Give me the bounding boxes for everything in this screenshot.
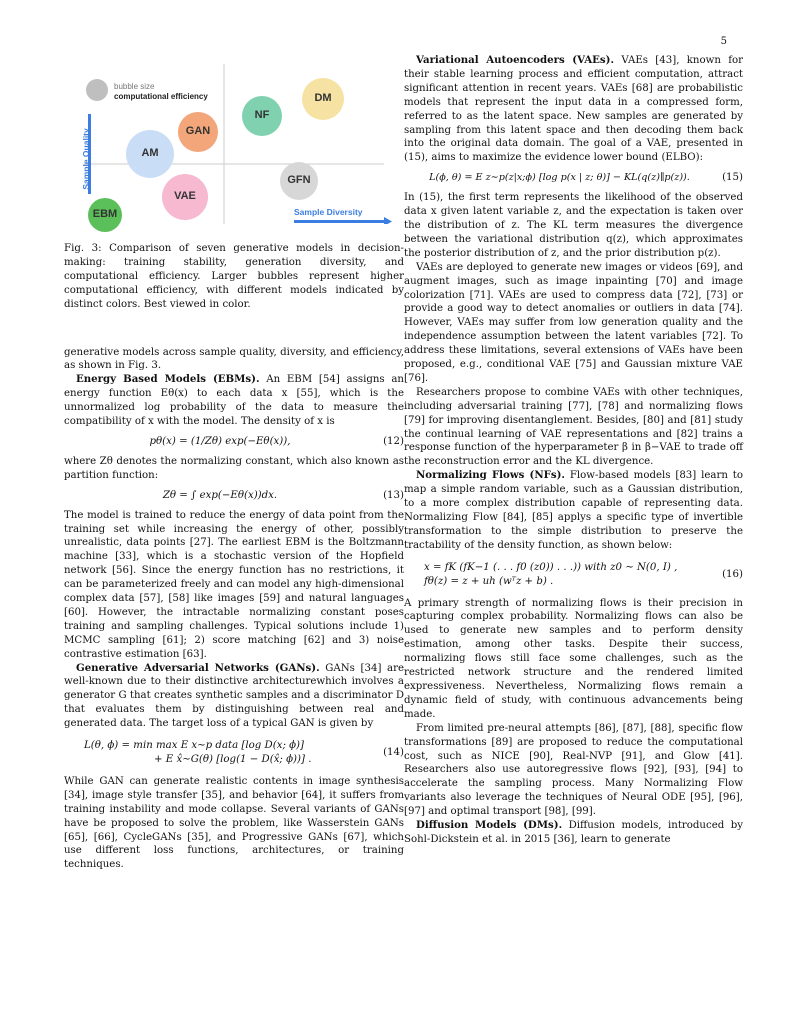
equation-number: (16)	[722, 568, 743, 580]
section-title-ebm: Energy Based Models (EBMs).	[76, 373, 260, 386]
paragraph-dm	[404, 819, 743, 847]
paragraph-gan	[64, 662, 404, 732]
section-title-dm: Diffusion Models (DMs).	[416, 819, 563, 832]
equation-number: (12)	[383, 435, 404, 447]
bubble-gan: GAN	[178, 112, 218, 152]
equation-15	[404, 171, 743, 185]
equation-line: fθ(z) = z + uh (wᵀz + b) .	[424, 575, 554, 587]
section-title-gan: Generative Adversarial Networks (GANs).	[76, 661, 320, 674]
paragraph-ebm	[64, 373, 404, 429]
equation-number: (14)	[383, 747, 404, 759]
equation-body: pθ(x) = (1/Zθ) exp(−Eθ(x)),	[149, 435, 291, 447]
equation-14	[64, 739, 404, 767]
text: VAEs [43], known for their stable learning process and efficient computation, attract significant attention in recent years. VAEs [68] are probabilistic models that represent the input data in a compressed form, referred to as the latent space. New samples are generated by sampling from this latent space and then decoding them back into the original data domain. The goal of a VAE, presented in (15), aims to maximize the evidence lower bound (ELBO):	[404, 55, 743, 164]
paragraph: The model is trained to reduce the energy of data point from the training set while increasing the energy of other, possibly unrealistic, data points [27]. The earliest EBM is the Boltzmann machine [33], which is a stochastic version of the Hopfield network [56]. Since the energy function has no restrictions, it can be parameterized freely and can model any high-dimensional complex data [57], [58] like images [59] and natural languages [60]. However, the intractable normalizing constant poses training and sampling challenges. Typical solutions include 1) MCMC sampling [61]; 2) score matching [62] and 3) noise contrastive estimation [63].	[64, 509, 404, 660]
right-column	[404, 54, 743, 847]
legend-bubble	[86, 79, 108, 101]
equation-body: Zθ = ∫ exp(−Eθ(x))dx.	[162, 489, 278, 501]
paragraph: A primary strength of normalizing flows is their precision in capturing complex probability. Normalizing flows can also be used to generate new samples and to perform density estimation, among other tasks. Despite their success, normalizing flows still face some challenges, such as the restricted network structure and the rendered limited expressiveness. Nevertheless, Normalizing flows remain a dynamic field of study, with continuous advancements being made.	[404, 597, 743, 720]
paragraph: In (15), the first term represents the likelihood of the observed data x given latent variable z, and the expectation is taken over the distribution of z. The KL term measures the divergence between the variational distribution q(z), which approximates the posterior distribution of z, and the prior distribution p(z).	[404, 192, 743, 259]
text: An EBM [54] assigns an energy function Eθ(x) to each data x [55], which is the unnormalized log probability of the data to measure the compatibility of x with the model. The density of x is	[64, 374, 404, 428]
paragraph: generative models across sample quality, diversity, and efficiency, as shown in Fig. 3.	[64, 346, 404, 372]
text: Diffusion models, introduced by Sohl-Dickstein et al. in 2015 [36], learn to generate	[404, 820, 743, 845]
paragraph: While GAN can generate realistic contents in image synthesis [34], image style transfer [35], and behavior [64], it suffers from training instability and mode collapse. Several variants of GANs have be proposed to solve the problem, like Wasserstein GANs [65], [66], CycleGANs [35], and Progressive GANs [67], which use different loss functions, architectures, or training techniques.	[64, 775, 404, 871]
section-title-nf: Normalizing Flows (NFs).	[416, 469, 565, 482]
bubble-gfn: GFN	[280, 162, 318, 200]
x-axis-arrow	[294, 220, 384, 223]
figure-bubble-chart	[64, 64, 404, 224]
equation-body	[404, 561, 715, 589]
text: Flow-based models [83] learn to map a simple random variable, such as a Gaussian distribution, to a more complex distribution capable of representing data. Normalizing Flow [84], [85] applys a specific type of invertible transformation to the simple distribution to preserve the tractability of the density function, as shown below:	[404, 470, 743, 551]
figure-caption: Fig. 3: Comparison of seven generative models in decision-making: training stability, generation diversity, and computational efficiency. Larger bubbles represent higher computational efficiency, with different models indicated by distinct colors. Best viewed in color.	[64, 243, 404, 310]
paragraph: Researchers propose to combine VAEs with other techniques, including adversarial training [77], [78] and normalizing flows [79] for improving disentanglement. Besides, [80] and [81] study the continual learning of VAE representations and [82] trains a response function of the hyperparameter β in β−VAE to trade off the reconstruction error and the KL divergence.	[404, 386, 743, 468]
paragraph: From limited pre-neural attempts [86], [87], [88], specific flow transformations [89] are proposed to reduce the computational cost, such as NICE [90], Real-NVP [91], and Glow [41]. Researchers also use autoregressive flows [92], [93], [94] to accelerate the sampling process. Many Normalizing Flow variants also leverage the techniques of Neural ODE [95], [96], [97] and optimal transport [98], [99].	[404, 722, 743, 818]
bubble-dm: DM	[302, 78, 344, 120]
legend-size-label: bubble size	[114, 82, 155, 91]
bubble-vae: VAE	[162, 174, 208, 220]
equation-line: L(θ, ϕ) = min max E x∼p data [log D(x; ϕ)]	[84, 740, 305, 752]
equation-line: x = fK (fK−1 (. . . f0 (z0)) . . .)) with z0 ∼ N(0, I) ,	[424, 561, 678, 573]
equation-line: + E x̂∼G(θ) [log(1 − D(x̂; ϕ))] .	[154, 754, 312, 765]
legend-efficiency-label: computational efficiency	[114, 92, 208, 101]
text: GANs [34] are well-known due to their distinctive architecturewhich involves a generator G that creates synthetic samples and a discriminator D that evaluates them by distinguishing between real and generated data. The target loss of a typical GAN is given by	[64, 662, 404, 730]
section-title-vae: Variational Autoencoders (VAEs).	[416, 54, 614, 66]
y-axis-label: Sample Quality	[80, 128, 91, 190]
equation-number: (15)	[722, 172, 743, 184]
x-axis-label: Sample Diversity	[294, 207, 363, 217]
bubble-nf: NF	[242, 96, 282, 136]
bubble-am: AM	[126, 130, 174, 178]
equation-12	[64, 435, 404, 449]
equation-body: L(ϕ, θ) = E z∼p(z|x;ϕ) [log p(x | z; θ)] − KL(q(z)∥p(z)).	[429, 172, 690, 184]
paragraph: VAEs are deployed to generate new images or videos [69], and augment images, such as image inpainting [70] and image colorization [71]. VAEs are used to compress data [72], [73] or provide a good way to detect anomalies or outliers in data [74]. However, VAEs may suffer from low generation quality and the independence assumption between the latent variables [72]. To address these limitations, several extensions of VAEs have been proposed, e.g., conditional VAE [75] and Gaussian mixture VAE [76].	[404, 261, 743, 384]
left-column	[64, 54, 404, 872]
paragraph: where Zθ denotes the normalizing constant, which also known as partition function:	[64, 455, 404, 481]
equation-13	[64, 489, 404, 503]
paragraph-vae	[404, 54, 743, 165]
equation-body	[64, 739, 376, 767]
equation-number: (13)	[383, 489, 404, 501]
paragraph-nf	[404, 469, 743, 552]
page-number: 5	[720, 36, 727, 47]
equation-16	[404, 561, 743, 589]
bubble-ebm: EBM	[88, 198, 122, 232]
